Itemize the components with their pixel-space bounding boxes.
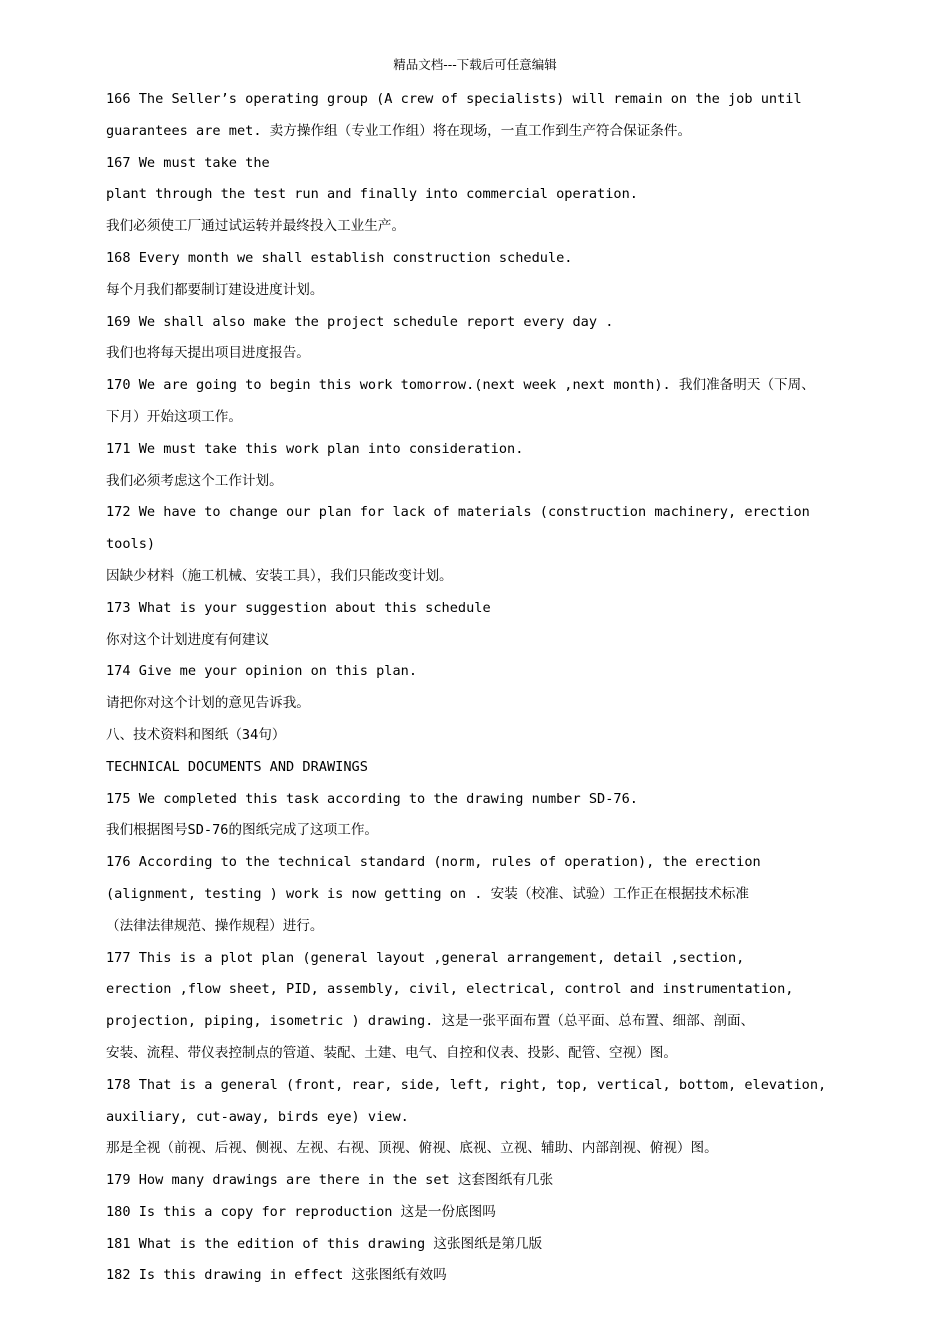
text-line: 我们根据图号SD-76的图纸完成了这项工作。 [106,822,379,839]
text-line: 请把你对这个计划的意见告诉我。 [106,695,310,712]
text-line: 那是全视（前视、后视、侧视、左视、右视、顶视、俯视、底视、立视、辅助、内部剖视、俯视）图。 [106,1140,718,1157]
section-heading: 八、技术资料和图纸（34句） [106,726,286,743]
text-line: 下月）开始这项工作。 [106,408,242,425]
text-line: 180 Is this a copy for reproduction 这是一份底图吗 [106,1203,496,1220]
text-line: 177 This is a plot plan (general layout ,general arrangement, detail ,section, [106,949,745,966]
text-line: projection, piping, isometric ) drawing. 这是一张平面布置（总平面、总布置、细部、剖面、 [106,1013,755,1030]
text-line: 171 We must take this work plan into consideration. [106,440,524,457]
text-line: （法律法律规范、操作规程）进行。 [106,917,324,934]
text-line: erection ,flow sheet, PID, assembly, civil, electrical, control and instrumentation, [106,981,794,998]
text-line: 176 According to the technical standard (norm, rules of operation), the erection [106,854,761,871]
text-line: 你对这个计划进度有何建议 [106,631,270,648]
text-line: 168 Every month we shall establish construction schedule. [106,249,573,266]
text-line: 175 We completed this task according to the drawing number SD-76. [106,790,638,807]
text-line: 173 What is your suggestion about this schedule [106,599,491,616]
text-line: auxiliary, cut-away, birds eye) view. [106,1108,409,1125]
text-line: 174 Give me your opinion on this plan. [106,663,417,680]
text-line: 因缺少材料（施工机械、安装工具），我们只能改变计划。 [106,567,453,584]
text-line: 我们必须考虑这个工作计划。 [106,472,283,489]
text-line: (alignment, testing ) work is now getting on . 安装（校准、试验）工作正在根据技术标准 [106,885,749,902]
section-heading-english: TECHNICAL DOCUMENTS AND DRAWINGS [106,758,368,775]
page-header: 精品文档---下载后可任意编辑 [393,57,557,72]
text-line: 172 We have to change our plan for lack of materials (construction machinery, erection [106,504,810,521]
text-line: 182 Is this drawing in effect 这张图纸有效吗 [106,1267,447,1284]
text-line: 我们必须使工厂通过试运转并最终投入工业生产。 [106,218,406,235]
text-line: 166 The Seller’s operating group (A crew of specialists) will remain on the job until [106,91,802,107]
text-line: 167 We must take the [106,154,270,171]
text-line: 我们也将每天提出项目进度报告。 [106,345,310,362]
text-line: 178 That is a general (front, rear, side, left, right, top, vertical, bottom, elevation, [106,1076,827,1093]
document-body [106,84,866,1292]
text-line: 170 We are going to begin this work tomorrow.(next week ,next month). 我们准备明天（下周、 [106,377,815,394]
text-line: 181 What is the edition of this drawing 这张图纸是第几版 [106,1235,543,1252]
text-line: guarantees are met. 卖方操作组（专业工作组）将在现场，一直工作到生产符合保证条件。 [106,122,692,139]
text-line: 179 How many drawings are there in the set 这套图纸有几张 [106,1172,554,1189]
text-line: plant through the test run and finally into commercial operation. [106,186,638,203]
text-line: tools) [106,536,156,553]
text-line: 169 We shall also make the project schedule report every day . [106,313,614,330]
text-line: 每个月我们都要制订建设进度计划。 [106,281,324,298]
text-line: 安装、流程、带仪表控制点的管道、装配、土建、电气、自控和仪表、投影、配管、空视）图。 [106,1044,677,1061]
